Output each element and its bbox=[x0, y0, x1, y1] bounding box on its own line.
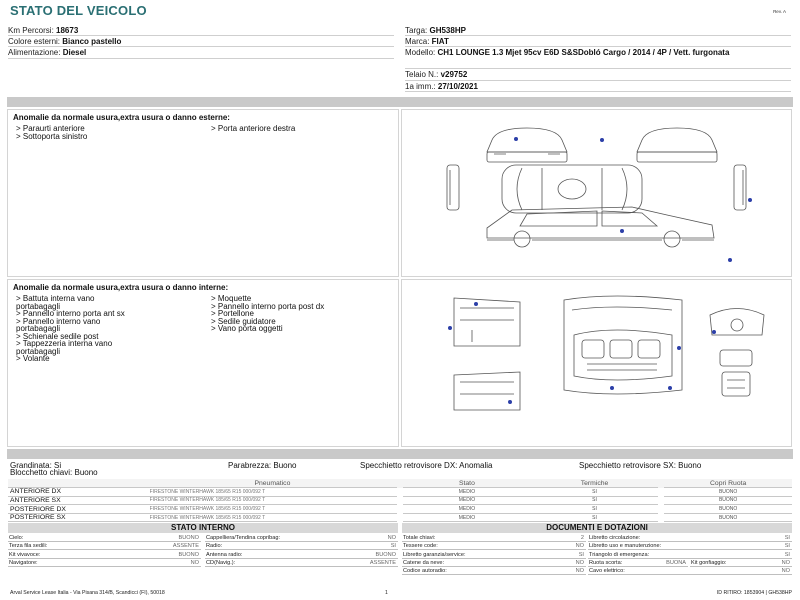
documents-grid bbox=[402, 534, 792, 576]
section-divider bbox=[7, 449, 793, 459]
external-damage-list-1 bbox=[16, 125, 87, 140]
document-item bbox=[690, 559, 792, 567]
item-value: NO bbox=[575, 543, 584, 550]
internal-state-item bbox=[205, 559, 398, 567]
item-value: SI bbox=[578, 551, 584, 558]
plate-value: GH538HP bbox=[429, 26, 466, 35]
car-interior-diagram bbox=[401, 279, 792, 447]
item-label: Totale chiavi: bbox=[403, 535, 436, 541]
vehicle-info-right bbox=[405, 25, 791, 92]
tyre-model: FIRESTONE WINTERHAWK 185/65 R15 000/092 T bbox=[148, 488, 397, 497]
item-value: NO bbox=[575, 559, 584, 566]
header-cover: Copri Ruota bbox=[664, 479, 792, 488]
chassis-value: v29752 bbox=[440, 70, 468, 80]
internal-state-item bbox=[8, 559, 201, 567]
page-title: STATO DEL VEICOLO bbox=[10, 3, 147, 18]
tyre-status: MEDIO bbox=[403, 513, 531, 522]
tyre-thermal: SI bbox=[531, 505, 659, 514]
internal-state-item bbox=[8, 542, 201, 550]
damage-item: > Sottoporta sinistro bbox=[16, 131, 88, 141]
item-value: BUONO bbox=[178, 551, 199, 558]
item-value: BUONO bbox=[178, 535, 199, 541]
brand-row bbox=[405, 36, 791, 47]
item-value: NO bbox=[781, 559, 790, 566]
item-label: Triangolo di emergenza: bbox=[589, 551, 650, 558]
damage-item: > Pannello interno vano bbox=[16, 316, 101, 326]
footer-pickup-id: ID RITIRO: 1853904 | GH538HP bbox=[716, 590, 792, 596]
tyre-position: ANTERIORE SX bbox=[8, 496, 148, 505]
mirror-left-status: Specchietto retrovisore SX: Buono bbox=[579, 461, 702, 470]
internal-damage-title: Anomalie da normale usura,extra usura o danno interne: bbox=[13, 283, 229, 292]
item-label: Libretto circolazione: bbox=[589, 535, 641, 541]
external-damage-panel bbox=[7, 109, 399, 277]
car-exterior-icon bbox=[402, 110, 793, 278]
item-label: Navigatore: bbox=[9, 559, 38, 566]
damage-item: > Portellone bbox=[211, 309, 254, 318]
tyres-header-row bbox=[8, 479, 792, 488]
item-value: SI bbox=[784, 543, 790, 550]
documents-title: DOCUMENTI E DOTAZIONI bbox=[402, 523, 792, 533]
item-label: Cavo elettrico: bbox=[589, 568, 625, 575]
internal-state-item bbox=[205, 542, 398, 550]
plate-row bbox=[405, 25, 791, 36]
damage-item: > Pannello interno porta ant sx bbox=[16, 309, 125, 318]
mirror-right-status: Specchietto retrovisore DX: Anomalia bbox=[360, 461, 493, 470]
header-empty bbox=[8, 479, 148, 488]
model-value: CH1 LOUNGE 1.3 Mjet 95cv E6D S&SDobló Cargo / 2014 / 4P / Vett. furgonata bbox=[437, 48, 730, 58]
km-label: Km Percorsi: bbox=[8, 26, 57, 35]
item-label: Ruota scorta: bbox=[589, 559, 623, 566]
model-row bbox=[405, 47, 791, 69]
document-item bbox=[588, 542, 792, 550]
document-item bbox=[402, 534, 586, 542]
item-value: ASSENTE bbox=[369, 559, 396, 566]
document-item bbox=[588, 551, 792, 559]
car-interior-icon bbox=[402, 280, 793, 448]
damage-item: portabagagli bbox=[16, 301, 61, 311]
item-value: NO bbox=[781, 568, 790, 575]
item-label: Cappelliera/Tendina copribag: bbox=[206, 535, 281, 541]
document-item bbox=[402, 559, 586, 567]
footer-page-number: 1 bbox=[385, 590, 388, 596]
internal-damage-list-1 bbox=[16, 295, 125, 363]
tyre-thermal: SI bbox=[531, 513, 659, 522]
tyre-status: MEDIO bbox=[403, 496, 531, 505]
damage-item: > Pannello interno porta post dx bbox=[211, 301, 325, 311]
document-item bbox=[588, 534, 792, 542]
item-label: Tessere code: bbox=[403, 543, 438, 550]
color-label: Colore esterni: bbox=[8, 37, 63, 47]
item-value: ASSENTE bbox=[172, 543, 199, 550]
chassis-row bbox=[405, 69, 791, 80]
tyre-thermal: SI bbox=[531, 488, 659, 497]
damage-item: portabagagli bbox=[16, 346, 61, 356]
tyre-position: POSTERIORE DX bbox=[8, 505, 148, 514]
tyre-status: MEDIO bbox=[403, 488, 531, 497]
fuel-label: Alimentazione: bbox=[8, 48, 63, 58]
car-exterior-diagram bbox=[401, 109, 792, 277]
item-value: SI bbox=[784, 535, 790, 541]
section-divider bbox=[7, 97, 793, 107]
tyres-table bbox=[8, 479, 792, 522]
internal-damage-panel bbox=[7, 279, 399, 447]
tyre-position: POSTERIORE SX bbox=[8, 513, 148, 522]
item-label: CD(Navig.): bbox=[206, 559, 236, 566]
item-value: SI bbox=[784, 551, 790, 558]
tyre-cover: BUONO bbox=[664, 488, 792, 497]
item-value: SI bbox=[390, 543, 396, 550]
damage-item: > Schienale sedile post bbox=[16, 331, 99, 341]
tyre-model: FIRESTONE WINTERHAWK 185/65 R15 000/092 T bbox=[148, 505, 397, 514]
internal-state-title: STATO INTERNO bbox=[8, 523, 398, 533]
internal-state-item bbox=[205, 551, 398, 559]
item-value: NO bbox=[190, 559, 199, 566]
windshield-status: Parabrezza: Buono bbox=[228, 461, 297, 470]
internal-damage-list-2 bbox=[211, 295, 324, 333]
item-label: Libretto garanzia/service: bbox=[403, 551, 466, 558]
registration-row bbox=[405, 81, 791, 92]
tyre-thermal: SI bbox=[531, 496, 659, 505]
item-value: 2 bbox=[580, 535, 584, 541]
tyre-row bbox=[8, 488, 792, 497]
document-item bbox=[402, 551, 586, 559]
registration-label: 1a imm.: bbox=[405, 81, 438, 91]
tyre-row bbox=[8, 513, 792, 522]
header-tyre: Pneumatico bbox=[148, 479, 397, 488]
tyre-model: FIRESTONE WINTERHAWK 185/65 R15 000/092 T bbox=[148, 513, 397, 522]
item-label: Libretto uso e manutenzione: bbox=[589, 543, 662, 550]
vehicle-info-left bbox=[8, 25, 394, 59]
internal-state-item bbox=[205, 534, 398, 542]
revision-label: Rev. A bbox=[773, 9, 786, 14]
tyre-row bbox=[8, 505, 792, 514]
chassis-label: Telaio N.: bbox=[405, 70, 441, 80]
damage-item: > Porta anteriore destra bbox=[211, 124, 296, 133]
damage-item: > Tappezzeria interna vano bbox=[16, 339, 113, 348]
color-value: Bianco pastello bbox=[62, 37, 122, 47]
damage-item: > Battuta interna vano bbox=[16, 294, 95, 303]
item-value: NO bbox=[575, 568, 584, 575]
plate-label: Targa: bbox=[405, 26, 430, 35]
tyre-model: FIRESTONE WINTERHAWK 185/65 R15 000/092 T bbox=[148, 496, 397, 505]
external-damage-title: Anomalie da normale usura,extra usura o danno esterne: bbox=[13, 113, 230, 122]
tyre-status: MEDIO bbox=[403, 505, 531, 514]
item-label: Antenna radio: bbox=[206, 551, 243, 558]
hail-status: Grandinata: Si bbox=[10, 461, 62, 470]
damage-item: > Moquette bbox=[211, 294, 252, 303]
document-item bbox=[402, 567, 586, 575]
internal-state-grid bbox=[8, 534, 398, 574]
item-label: Codice autoradio: bbox=[403, 568, 447, 575]
brand-value: FIAT bbox=[431, 37, 449, 47]
fuel-row bbox=[8, 47, 394, 58]
km-row bbox=[8, 25, 394, 36]
color-row bbox=[8, 36, 394, 47]
item-label: Kit gonfiaggio: bbox=[691, 559, 727, 566]
damage-item: portabagagli bbox=[16, 324, 61, 333]
key-block-status: Blocchetto chiavi: Buono bbox=[10, 468, 98, 477]
tyre-row bbox=[8, 496, 792, 505]
document-item bbox=[402, 542, 586, 550]
damage-item: > Volante bbox=[16, 354, 50, 363]
header-status: Stato bbox=[403, 479, 531, 488]
document-item bbox=[588, 567, 792, 575]
damage-item: > Sedile guidatore bbox=[211, 316, 276, 326]
item-label: Catene da neve: bbox=[403, 559, 445, 566]
damage-item: > Paraurti anteriore bbox=[16, 124, 85, 133]
item-label: Radio: bbox=[206, 543, 223, 550]
registration-value: 27/10/2021 bbox=[437, 81, 478, 91]
document-item bbox=[588, 559, 688, 567]
tyre-cover: BUONO bbox=[664, 505, 792, 514]
item-value: BUONO bbox=[375, 551, 396, 558]
tyre-cover: BUONO bbox=[664, 496, 792, 505]
internal-state-item bbox=[8, 551, 201, 559]
footer-company: Arval Service Lease Italia - Via Pisana 314/B, Scandicci (FI), 50018 bbox=[10, 590, 165, 596]
tyre-position: ANTERIORE DX bbox=[8, 488, 148, 497]
km-value: 18673 bbox=[56, 26, 79, 35]
item-label: Kit vivavoce: bbox=[9, 551, 41, 558]
header-thermal: Termiche bbox=[531, 479, 659, 488]
item-label: Cielo: bbox=[9, 535, 24, 541]
internal-state-item bbox=[8, 534, 201, 542]
external-damage-list-2 bbox=[211, 125, 295, 133]
model-label: Modello: bbox=[405, 48, 438, 58]
tyre-cover: BUONO bbox=[664, 513, 792, 522]
item-label: Terza fila sedili: bbox=[9, 543, 48, 550]
item-value: BUONA bbox=[666, 559, 686, 566]
item-value: NO bbox=[387, 535, 396, 541]
fuel-value: Diesel bbox=[62, 48, 87, 58]
brand-label: Marca: bbox=[405, 37, 432, 47]
damage-item: > Vano porta oggetti bbox=[211, 324, 283, 333]
